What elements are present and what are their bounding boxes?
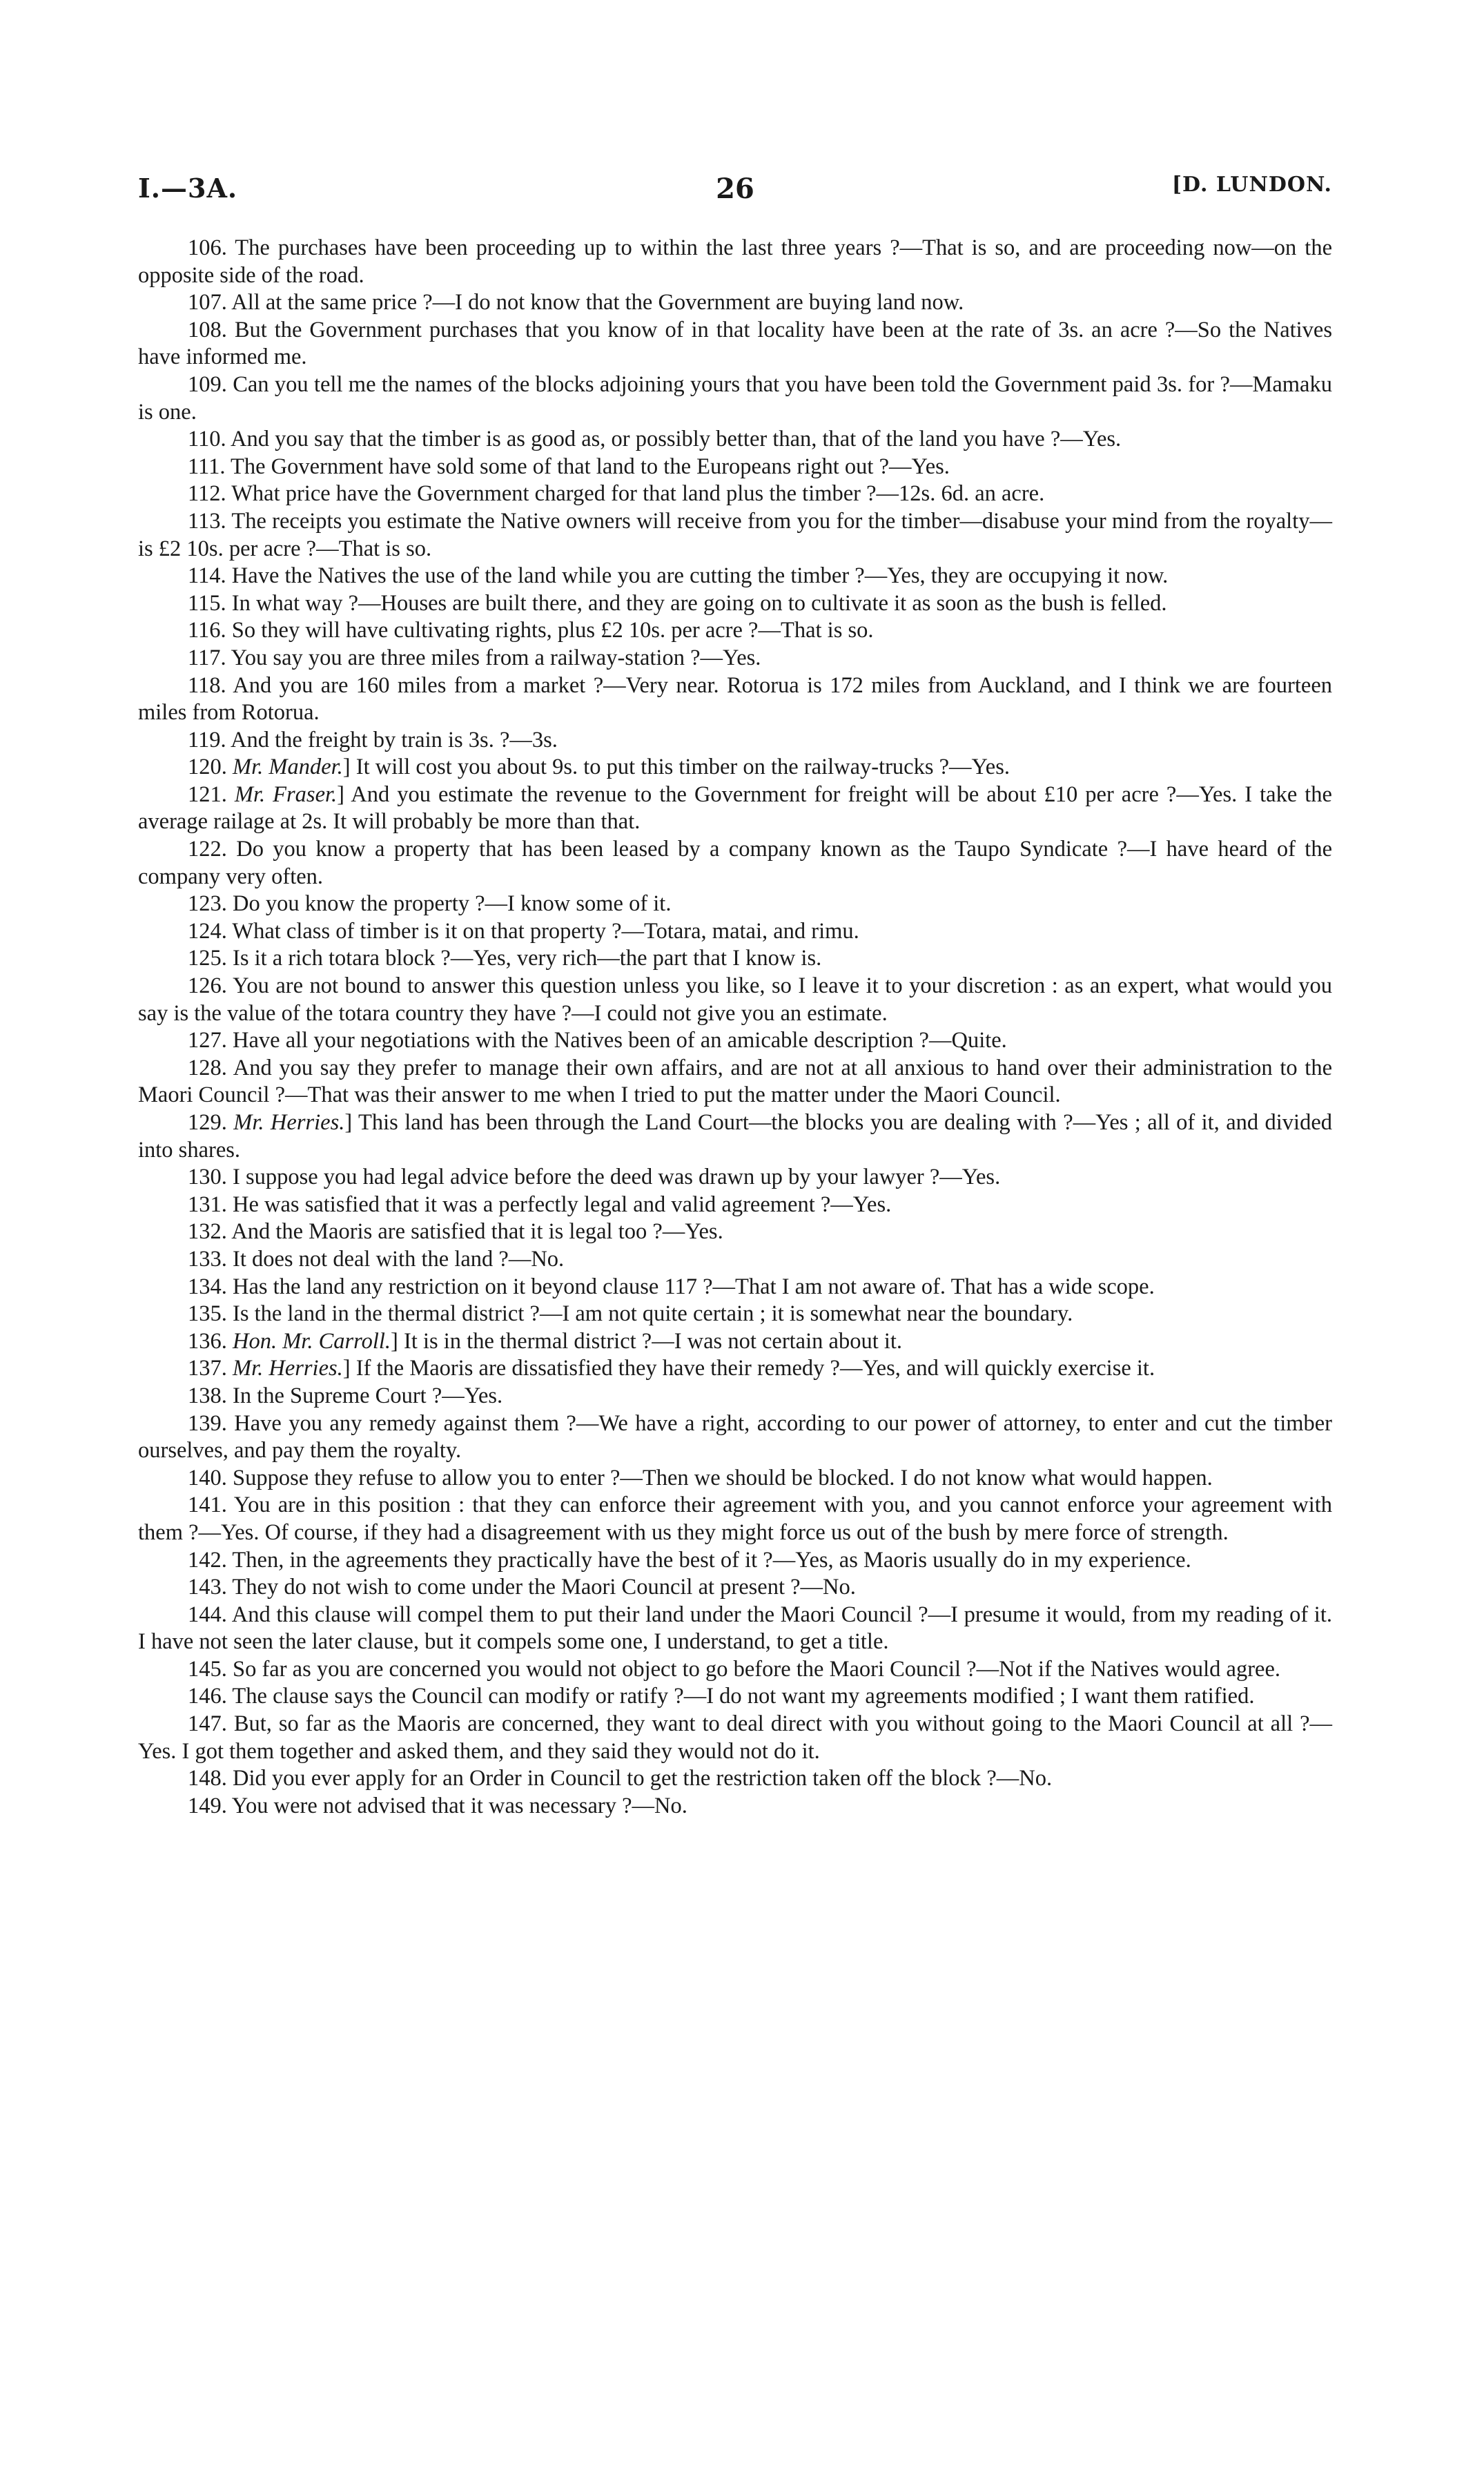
question-answer-paragraph [138, 1355, 1332, 1383]
question-answer-text: Then, in the agreements they practically have the best of it ?—Yes, as Maoris usually do in my experience. [232, 1547, 1191, 1573]
question-answer-text: And you are 160 miles from a market ?—Very near. Rotorua is 172 miles from Auckland, and I think we are fourteen miles from Rotorua. [138, 672, 1332, 726]
question-answer-text: You are not bound to answer this question unless you like, so I leave it to your discretion : as an expert, what would you say is the value of the totara country they have ?—I could not give you an estimate. [138, 973, 1332, 1026]
question-answer-text: It is in the thermal district ?—I was not certain about it. [404, 1328, 903, 1354]
question-number: 147. [188, 1711, 227, 1737]
question-answer-text: Is the land in the thermal district ?—I am not quite certain ; it is somewhat near the boundary. [233, 1301, 1073, 1327]
question-answer-text: Can you tell me the names of the blocks adjoining yours that you have been told the Government paid 3s. for ?—Mamaku is one. [138, 371, 1332, 425]
question-answer-paragraph [138, 1055, 1332, 1109]
question-answer-text: Do you know the property ?—I know some of it. [233, 891, 672, 917]
question-answer-text: I suppose you had legal advice before the deed was drawn up by your lawyer ?—Yes. [233, 1165, 1001, 1190]
question-answer-paragraph [138, 645, 1332, 672]
question-answer-text: Have the Natives the use of the land while you are cutting the timber ?—Yes, they are occupying it now. [231, 563, 1169, 589]
question-answer-text: Do you know a property that has been leased by a company known as the Taupo Syndicate ?—I have heard of the company very often. [138, 837, 1333, 889]
question-answer-paragraph [138, 1574, 1332, 1602]
question-number: 121. [188, 781, 227, 807]
question-answer-text: What class of timber is it on that property ?—Totara, matai, and rimu. [232, 918, 859, 944]
question-answer-paragraph [138, 891, 1332, 918]
question-answer-text: The receipts you estimate the Native owners will receive from you for the timber—disabuse your mind from the royalty—is £2 10s. per acre ?—That is so. [138, 508, 1332, 561]
question-answer-paragraph [138, 1164, 1332, 1192]
question-number: 108. [188, 317, 227, 342]
question-answer-text: Has the land any restriction on it beyond clause 117 ?—That I am not aware of. That has a wide scope. [233, 1274, 1155, 1299]
question-number: 124. [188, 918, 227, 944]
speaker-name: Mr. Mander. [233, 755, 343, 780]
question-answer-text: And the freight by train is 3s. ?—3s. [231, 727, 558, 752]
question-answer-text: You were not advised that it was necessary ?—No. [231, 1793, 687, 1818]
question-answer-text: And you estimate the revenue to the Government for freight will be about £10 per acre ?—Yes. I take the average railage at 2s. It will probably be more than that. [138, 781, 1332, 835]
question-number: 114. [188, 563, 226, 589]
question-answer-paragraph [138, 1109, 1332, 1164]
question-answer-paragraph [138, 1218, 1332, 1246]
question-answer-text: Suppose they refuse to allow you to enter ?—Then we should be blocked. I do not know what would happen. [233, 1465, 1213, 1490]
question-answer-paragraph [138, 289, 1332, 317]
question-number: 135. [188, 1301, 227, 1327]
question-answer-paragraph [138, 1465, 1332, 1493]
question-number: 113. [188, 508, 226, 534]
question-number: 129. [188, 1110, 227, 1135]
question-answer-paragraph [138, 371, 1332, 426]
question-answer-text: This land has been through the Land Court—the blocks you are dealing with ?—Yes ; all of it, and divided into shares. [138, 1110, 1333, 1163]
question-answer-text: Did you ever apply for an Order in Council to get the restriction taken off the block ?—No. [233, 1766, 1053, 1791]
question-answer-paragraph [138, 1301, 1332, 1328]
speaker-name: Mr. Herries. [233, 1356, 343, 1381]
question-number: 131. [188, 1192, 227, 1217]
question-answer-paragraph [138, 1656, 1332, 1684]
speaker-bracket: ] [337, 781, 344, 807]
question-answer-paragraph [138, 727, 1332, 755]
speaker-bracket: ] [391, 1328, 398, 1354]
document-page [138, 173, 1332, 1820]
question-answer-paragraph [138, 508, 1332, 563]
question-answer-text: But, so far as the Maoris are concerned, they want to deal direct with you without going to the Maori Council at all ?—Yes. I got them together and asked them, and they said they would not do it. [138, 1711, 1333, 1764]
question-answer-paragraph [138, 1765, 1332, 1793]
speaker-name: Hon. Mr. Carroll. [233, 1328, 391, 1354]
question-number: 144. [188, 1602, 227, 1627]
question-number: 106. [188, 235, 227, 260]
question-answer-paragraph [138, 1602, 1332, 1656]
question-answer-paragraph [138, 426, 1332, 454]
question-number: 140. [188, 1465, 227, 1490]
question-answer-text: Have all your negotiations with the Natives been of an amicable description ?—Quite. [233, 1028, 1007, 1053]
question-answer-paragraph [138, 836, 1332, 891]
question-answer-paragraph [138, 617, 1332, 645]
question-answer-paragraph [138, 754, 1332, 781]
question-answer-text: What price have the Government charged for that land plus the timber ?—12s. 6d. an acre. [231, 481, 1045, 507]
question-number: 145. [188, 1656, 227, 1682]
question-answer-paragraph [138, 1274, 1332, 1301]
question-answer-paragraph [138, 1492, 1332, 1546]
question-number: 132. [188, 1219, 227, 1245]
question-number: 142. [188, 1547, 227, 1573]
page-number: 26 [716, 173, 754, 205]
question-answer-paragraph [138, 1683, 1332, 1711]
minutes-of-evidence [138, 235, 1332, 1820]
question-number: 120. [188, 755, 227, 780]
question-answer-text: But the Government purchases that you know of in that locality have been at the rate of 3s. an acre ?—So the Natives have informed me. [138, 317, 1333, 370]
question-number: 119. [188, 727, 226, 752]
question-answer-paragraph [138, 1027, 1332, 1055]
question-answer-text: He was satisfied that it was a perfectly legal and valid agreement ?—Yes. [233, 1192, 892, 1217]
question-answer-paragraph [138, 1793, 1332, 1820]
question-number: 125. [188, 946, 227, 971]
question-answer-paragraph [138, 235, 1332, 289]
question-answer-text: And this clause will compel them to put their land under the Maori Council ?—I presume it would, from my reading of it. I have not seen the later clause, but it compels some one, I understand, to get a title. [138, 1602, 1332, 1655]
question-answer-text: If the Maoris are dissatisfied they have their remedy ?—Yes, and will quickly exercise it. [355, 1356, 1155, 1381]
question-number: 139. [188, 1410, 227, 1436]
question-answer-text: It does not deal with the land ?—No. [233, 1246, 565, 1272]
question-answer-text: All at the same price ?—I do not know that the Government are buying land now. [231, 290, 964, 315]
question-answer-text: So far as you are concerned you would not object to go before the Maori Council ?—Not if the Natives would agree. [233, 1656, 1281, 1682]
question-answer-paragraph [138, 1410, 1332, 1465]
question-answer-paragraph [138, 918, 1332, 946]
question-number: 143. [188, 1575, 227, 1600]
page-header [138, 173, 1332, 207]
question-answer-text: In the Supreme Court ?—Yes. [233, 1383, 503, 1408]
question-number: 107. [188, 290, 227, 315]
question-number: 123. [188, 891, 227, 917]
document-reference: I.—3A. [138, 173, 238, 204]
question-answer-paragraph [138, 317, 1332, 371]
question-answer-text: They do not wish to come under the Maori Council at present ?—No. [232, 1575, 856, 1600]
question-number: 115. [188, 590, 226, 616]
question-answer-paragraph [138, 454, 1332, 481]
question-number: 118. [188, 672, 226, 698]
question-number: 146. [188, 1684, 227, 1709]
question-answer-text: You are in this position : that they can enforce their agreement with you, and you cannot enforce your agreement with them ?—Yes. Of course, if they had a disagreement with us they might force us out of the bush by mere force of strength. [138, 1493, 1333, 1545]
question-number: 133. [188, 1246, 227, 1272]
question-answer-paragraph [138, 1192, 1332, 1219]
speaker-bracket: ] [342, 755, 351, 780]
question-number: 126. [188, 973, 227, 999]
question-number: 110. [188, 427, 226, 452]
question-number: 138. [188, 1383, 227, 1408]
question-number: 137. [188, 1356, 227, 1381]
question-answer-text: You say you are three miles from a railway-station ?—Yes. [231, 645, 761, 670]
question-number: 117. [188, 645, 226, 670]
question-number: 122. [188, 837, 227, 862]
question-answer-paragraph [138, 1711, 1332, 1765]
question-number: 136. [188, 1328, 227, 1354]
question-answer-text: And the Maoris are satisfied that it is legal too ?—Yes. [231, 1219, 723, 1245]
question-answer-text: The Government have sold some of that land to the Europeans right out ?—Yes. [231, 454, 950, 479]
question-number: 116. [188, 618, 226, 643]
question-answer-paragraph [138, 945, 1332, 973]
question-number: 148. [188, 1766, 227, 1791]
question-answer-text: Is it a rich totara block ?—Yes, very rich—the part that I know is. [233, 946, 822, 971]
question-answer-text: So they will have cultivating rights, plus £2 10s. per acre ?—That is so. [231, 618, 874, 643]
question-answer-paragraph [138, 1328, 1332, 1356]
witness-name: [D. LUNDON. [1171, 173, 1332, 197]
question-answer-text: And you say that the timber is as good as, or possibly better than, that of the land you have ?—Yes. [231, 427, 1122, 452]
question-answer-paragraph [138, 563, 1332, 590]
question-answer-text: In what way ?—Houses are built there, and they are going on to cultivate it as soon as the bush is felled. [231, 590, 1167, 616]
question-answer-paragraph [138, 973, 1332, 1027]
question-answer-paragraph [138, 781, 1332, 836]
question-answer-paragraph [138, 1547, 1332, 1575]
question-number: 112. [188, 481, 226, 507]
question-number: 128. [188, 1055, 227, 1080]
speaker-bracket: ] [344, 1110, 353, 1135]
question-number: 130. [188, 1165, 227, 1190]
speaker-name: Mr. Herries. [233, 1110, 345, 1135]
question-answer-paragraph [138, 1383, 1332, 1410]
question-answer-paragraph [138, 672, 1332, 727]
question-number: 109. [188, 371, 227, 397]
question-answer-text: The purchases have been proceeding up to within the last three years ?—That is so, and are proceeding now—on the opposite side of the road. [138, 235, 1333, 288]
question-answer-paragraph [138, 1246, 1332, 1274]
speaker-bracket: ] [342, 1356, 351, 1381]
question-answer-paragraph [138, 590, 1332, 618]
question-number: 134. [188, 1274, 227, 1299]
question-answer-text: The clause says the Council can modify or ratify ?—I do not want my agreements modified ; I want them ratified. [232, 1684, 1255, 1709]
question-answer-paragraph [138, 480, 1332, 508]
question-number: 111. [188, 454, 226, 479]
question-number: 127. [188, 1028, 227, 1053]
question-answer-text: Have you any remedy against them ?—We have a right, according to our power of attorney, to enter and cut the timber ourselves, and pay them the royalty. [138, 1410, 1332, 1464]
question-number: 141. [188, 1493, 227, 1518]
question-answer-text: It will cost you about 9s. to put this timber on the railway-trucks ?—Yes. [355, 755, 1010, 780]
speaker-name: Mr. Fraser. [234, 781, 338, 807]
question-number: 149. [188, 1793, 227, 1818]
question-answer-text: And you say they prefer to manage their own affairs, and are not at all anxious to hand over their administration to the Maori Council ?—That was their answer to me when I tried to put the matter under the Maori Council. [138, 1055, 1332, 1108]
